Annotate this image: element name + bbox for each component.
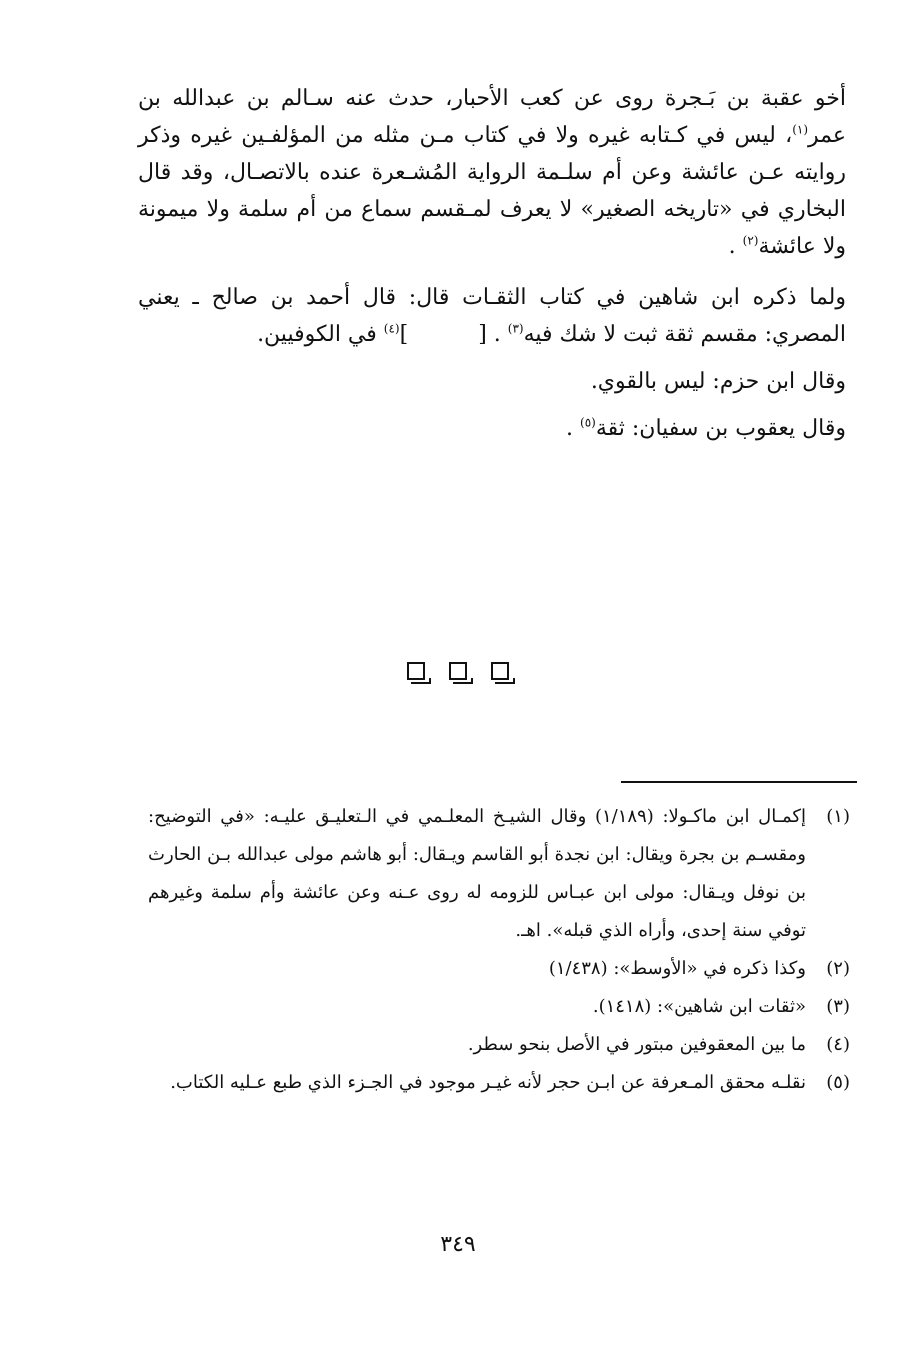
box-ornament-icon	[407, 662, 425, 680]
footnote-number: (٣)	[826, 996, 850, 1017]
footnote-text: نقلـه محقق المـعرفة عن ابـن حجر لأنه غيـر موجود في الجـزء الذي طبع عـليه الكتاب.	[170, 1072, 806, 1093]
footnote-2	[148, 950, 850, 988]
footnote-text: «ثقات ابن شاهين»: (١٤١٨).	[592, 996, 806, 1017]
paragraph-4: وقال يعقوب بن سفيان: ثقة$^{(٥)}$ .	[566, 415, 846, 441]
footnote-1	[148, 798, 850, 950]
footnotes-section	[148, 798, 850, 1102]
footnote-number: (١)	[826, 806, 850, 827]
page-number: ٣٤٩	[440, 1232, 476, 1257]
footnote-ref-1: (١)	[792, 122, 809, 137]
footnote-text: ما بين المعقوفين مبتور في الأصل بنحو سطر.	[467, 1034, 806, 1055]
footnote-number: (٥)	[826, 1072, 850, 1093]
box-ornament-icon	[449, 662, 467, 680]
paragraph-3: وقال ابن حزم: ليس بالقوي.	[590, 369, 846, 394]
footnote-ref-5: (٥)	[580, 415, 596, 430]
footnote-3	[148, 988, 850, 1026]
footnote-number: (٤)	[826, 1034, 850, 1055]
main-text-body	[138, 80, 846, 447]
footnote-text: إكمـال ابن ماكـولا: (١/١٨٩) وقال الشيـخ المعلـمي في الـتعليـق عليـه: «في التوضيح: ومقسـم بن بجرة ويقال: ابن نجدة أبو القاسم ويـقال: أبو هاشم مولى عبدالله بـن الحارث بن نوفل ويـقال: مولى ابن عبـاس للزومه له روى عـنه وعن عائشة وأم سلمة وغيرهم توفي سنة إحدى، وأراه الذي قبله». اهـ.	[148, 806, 806, 941]
paragraph-1: أخو عقبة بن بَـجرة روى عن كعب الأحبار، حدث عنه سـالم بن عبدالله بن عمر$^{(١)}$، ليس في كـتابه غيره ولا في كتاب مـن مثله من المؤلفـين غيره وذكر روايته عـن عائشة وعن أم سلـمة الرواية المُشـعرة عنده بالاتصـال، وقد قال البخاري في «تاريخه الصغير» لا يعرف لمـقسم سماع من أم سلمة ولا ميمونة ولا عائشة$^{(٢)}$ .	[138, 86, 846, 259]
footnote-4	[148, 1026, 850, 1064]
footnote-text: وكذا ذكره في «الأوسط»: (١/٤٣٨)	[548, 958, 806, 979]
footnote-number: (٢)	[826, 958, 850, 979]
box-ornament-icon	[491, 662, 509, 680]
footnote-ref-2: (٢)	[742, 233, 759, 248]
section-separator	[0, 662, 916, 680]
paragraph-2: ولما ذكره ابن شاهين في كتاب الثقـات قال: قال أحمد بن صالح ـ يعني المصري: مقسم ثقة ثبت لا شك فيه$^{(٣)}$ . []$^{(٤)}$ في الكوفيين.	[138, 285, 846, 347]
footnote-ref-4: (٤)	[383, 321, 400, 336]
footnote-divider	[621, 781, 857, 783]
footnote-ref-3: (٣)	[507, 321, 524, 336]
footnote-5	[148, 1064, 850, 1102]
